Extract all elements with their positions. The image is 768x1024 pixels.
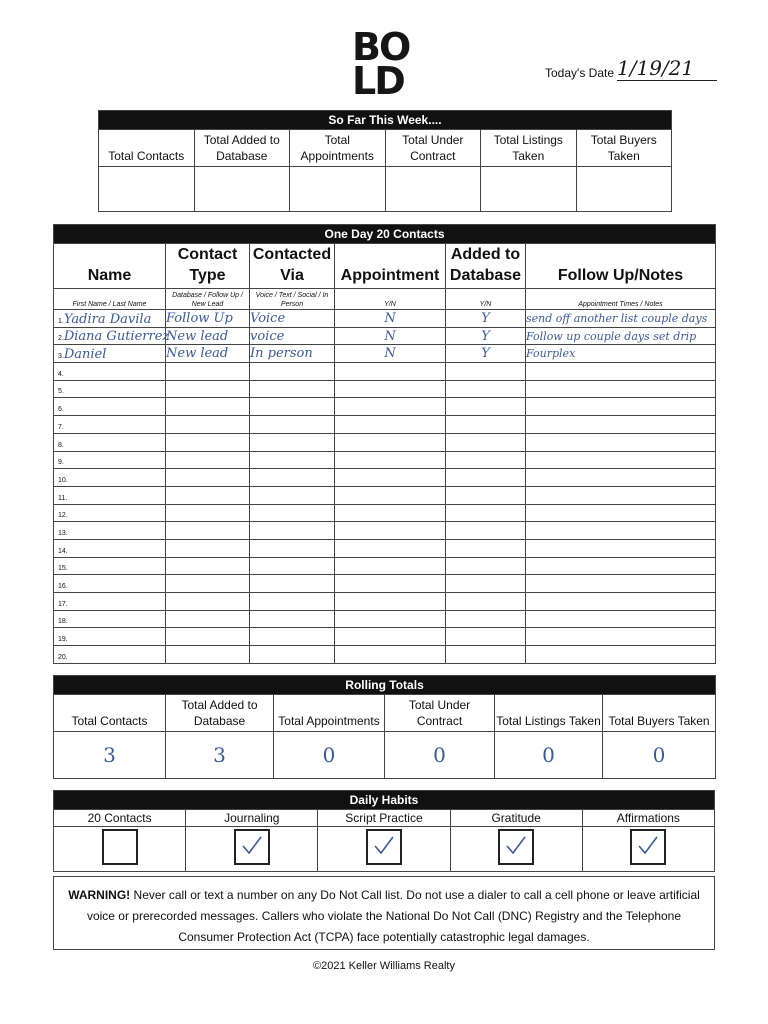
contacted-via-cell[interactable] [250, 433, 335, 451]
rolling-value-cell[interactable] [495, 732, 603, 779]
rolling-title: Rolling Totals [54, 676, 716, 695]
rolling-value: 0 [433, 743, 446, 767]
weekly-header: Total Added to Database [194, 130, 290, 167]
habit-label: Script Practice [318, 810, 450, 827]
table-row [54, 469, 716, 487]
added-to-database-cell[interactable] [446, 646, 526, 664]
name-cell[interactable] [54, 593, 166, 611]
rolling-value-cell[interactable] [603, 732, 716, 779]
contacted-via-cell[interactable] [250, 557, 335, 575]
weekly-title: So Far This Week.... [99, 111, 672, 130]
table-row [54, 628, 716, 646]
checkmark-icon [241, 833, 263, 857]
row-number: 8. [58, 441, 64, 449]
row-number: 6. [58, 406, 64, 414]
table-row [54, 557, 716, 575]
appointment-cell[interactable] [335, 310, 446, 328]
appointment-cell[interactable] [335, 610, 446, 628]
rolling-value: 0 [322, 743, 336, 767]
contacts-header: Name [54, 244, 166, 289]
table-row [54, 398, 716, 416]
weekly-value-cell[interactable] [576, 167, 672, 212]
table-row [54, 363, 716, 381]
added-to-database-cell[interactable] [446, 504, 526, 522]
added-to-database-cell[interactable] [446, 416, 526, 434]
rolling-header: Total Listings Taken [495, 695, 603, 732]
habit-label: Gratitude [450, 810, 582, 827]
contacts-header: Contact Type [166, 244, 250, 289]
appointment-value: N [384, 328, 396, 344]
table-row [54, 451, 716, 469]
notes-cell[interactable] [526, 575, 716, 593]
rolling-header: Total Added to Database [166, 695, 274, 732]
notes-cell[interactable] [526, 380, 716, 398]
added-to-database-cell[interactable] [446, 398, 526, 416]
contacted-via-cell[interactable] [250, 486, 335, 504]
appointment-cell[interactable] [335, 416, 446, 434]
weekly-totals-table [98, 110, 672, 212]
rolling-header: Total Under Contract [385, 695, 495, 732]
appointment-cell[interactable] [335, 433, 446, 451]
name-cell[interactable] [54, 486, 166, 504]
rolling-totals-table [53, 675, 716, 779]
contact-type-cell[interactable] [166, 398, 250, 416]
table-row [54, 646, 716, 664]
row-number: 11. [58, 494, 68, 502]
checkmark-icon [637, 833, 659, 857]
appointment-cell[interactable] [335, 380, 446, 398]
appointment-cell[interactable] [335, 593, 446, 611]
row-number: 15. [58, 565, 68, 573]
contacted-via-cell[interactable] [250, 327, 335, 345]
appointment-cell[interactable] [335, 628, 446, 646]
row-number: 14. [58, 547, 68, 555]
table-row [54, 327, 716, 345]
appointment-value: N [384, 310, 396, 326]
date-area [545, 56, 720, 82]
rolling-header: Total Contacts [54, 695, 166, 732]
contacts-subheader: Y/N [335, 289, 446, 310]
notes-cell[interactable] [526, 646, 716, 664]
contacted-via-value: In person [250, 346, 313, 362]
contacts-header: Appointment [335, 244, 446, 289]
contacted-via-cell[interactable] [250, 451, 335, 469]
added-to-database-cell[interactable] [446, 593, 526, 611]
habit-cell [318, 827, 450, 872]
weekly-header: Total Under Contract [385, 130, 481, 167]
contacts-header: Added to Database [446, 244, 526, 289]
contacted-via-cell[interactable] [250, 310, 335, 328]
weekly-header: Total Listings Taken [481, 130, 577, 167]
weekly-value-cell[interactable] [194, 167, 290, 212]
contact-type-cell[interactable] [166, 327, 250, 345]
row-number: 2. [58, 335, 64, 343]
contact-type-cell[interactable] [166, 416, 250, 434]
name-cell[interactable] [54, 451, 166, 469]
logo-line-1: BO [352, 25, 410, 69]
contacts-subheader: Voice / Text / Social / In Person [250, 289, 335, 310]
logo-line-2: LD [352, 59, 404, 103]
name-cell[interactable] [54, 363, 166, 381]
contact-type-cell[interactable] [166, 486, 250, 504]
name-cell[interactable] [54, 380, 166, 398]
row-number: 5. [58, 388, 64, 396]
notes-value: Follow up couple days set drip [526, 329, 697, 343]
row-number: 19. [58, 636, 68, 644]
table-row [54, 539, 716, 557]
weekly-value-cell[interactable] [481, 167, 577, 212]
appointment-value: N [384, 346, 396, 362]
row-number: 7. [58, 423, 64, 431]
weekly-header: Total Contacts [99, 130, 195, 167]
contacted-via-cell[interactable] [250, 522, 335, 540]
habit-cell [186, 827, 318, 872]
name-cell[interactable] [54, 345, 166, 363]
notes-cell[interactable] [526, 486, 716, 504]
notes-cell[interactable] [526, 345, 716, 363]
name-cell[interactable] [54, 327, 170, 345]
notes-cell[interactable] [526, 522, 716, 540]
name-cell[interactable] [54, 469, 166, 487]
contacted-via-cell[interactable] [250, 345, 335, 363]
added-to-database-cell[interactable] [446, 433, 526, 451]
name-cell[interactable] [54, 610, 166, 628]
contacted-via-cell[interactable] [250, 380, 335, 398]
added-to-database-cell[interactable] [446, 610, 526, 628]
contacted-via-cell[interactable] [250, 575, 335, 593]
table-row [54, 522, 716, 540]
notes-value: Fourplex [526, 347, 576, 361]
weekly-value-cell[interactable] [385, 167, 481, 212]
contacted-via-cell[interactable] [250, 469, 335, 487]
row-number: 18. [58, 618, 68, 626]
contact-type-cell[interactable] [166, 451, 250, 469]
contacted-via-cell[interactable] [250, 610, 335, 628]
notes-cell[interactable] [526, 610, 716, 628]
appointment-cell[interactable] [335, 398, 446, 416]
rolling-header: Total Buyers Taken [603, 695, 716, 732]
contact-type-value: New lead [166, 328, 229, 344]
appointment-cell[interactable] [335, 522, 446, 540]
contact-type-cell[interactable] [166, 646, 250, 664]
table-row [54, 310, 716, 328]
row-number: 3. [58, 353, 64, 361]
habit-label: Affirmations [582, 810, 714, 827]
notes-cell[interactable] [526, 451, 716, 469]
rolling-value-cell[interactable] [54, 732, 166, 779]
contacts-header: Contacted Via [250, 244, 335, 289]
habit-checkbox[interactable] [102, 829, 138, 865]
warning-text: Never call or text a number on any Do Not Call list. Do not use a dialer to call a cell phone or leave artificial voice or prerecorded messages. Callers who violate the National Do Not Call (DNC) Registry and the Telephone Consumer Protection Act (TCPA) face potentially catastrophic legal damages. [86, 888, 700, 944]
contact-type-cell[interactable] [166, 610, 250, 628]
contact-type-cell[interactable] [166, 504, 250, 522]
habit-checkbox[interactable] [630, 829, 666, 865]
contacted-via-cell[interactable] [250, 398, 335, 416]
contacted-via-cell[interactable] [250, 646, 335, 664]
contacts-table [53, 224, 716, 664]
name-cell[interactable] [54, 433, 166, 451]
notes-cell[interactable] [526, 539, 716, 557]
row-number: 12. [58, 512, 68, 520]
habit-label: 20 Contacts [54, 810, 186, 827]
table-row [54, 575, 716, 593]
name-cell[interactable] [54, 575, 166, 593]
contacts-subheader: Appointment Times / Notes [526, 289, 716, 310]
added-to-database-cell[interactable] [446, 469, 526, 487]
table-row [54, 345, 716, 363]
contact-type-cell[interactable] [166, 522, 250, 540]
appointment-cell[interactable] [335, 504, 446, 522]
contacts-subheader: Database / Follow Up / New Lead [166, 289, 250, 310]
row-number: 13. [58, 529, 68, 537]
appointment-cell[interactable] [335, 486, 446, 504]
dnc-warning [53, 876, 715, 950]
appointment-cell[interactable] [335, 646, 446, 664]
row-number: 17. [58, 600, 68, 608]
name-cell[interactable] [54, 646, 166, 664]
rolling-value: 3 [103, 743, 116, 767]
contact-type-cell[interactable] [166, 433, 250, 451]
habit-checkbox[interactable] [234, 829, 270, 865]
notes-cell[interactable] [526, 363, 716, 381]
appointment-cell[interactable] [335, 539, 446, 557]
contact-type-cell[interactable] [166, 557, 250, 575]
weekly-header: Total Appointments [290, 130, 386, 167]
contacted-via-cell[interactable] [250, 539, 335, 557]
notes-cell[interactable] [526, 310, 716, 328]
contacted-via-cell[interactable] [250, 628, 335, 646]
added-to-database-cell[interactable] [446, 575, 526, 593]
notes-cell[interactable] [526, 433, 716, 451]
weekly-value-cell[interactable] [99, 167, 195, 212]
name-cell[interactable] [54, 504, 166, 522]
name-cell[interactable] [54, 628, 166, 646]
rolling-value-cell[interactable] [274, 732, 385, 779]
added-to-database-cell[interactable] [446, 345, 526, 363]
appointment-cell[interactable] [335, 575, 446, 593]
appointment-cell[interactable] [335, 363, 446, 381]
added-to-database-cell[interactable] [446, 310, 526, 328]
row-number: 9. [58, 459, 64, 467]
contacted-via-cell[interactable] [250, 504, 335, 522]
added-to-database-cell[interactable] [446, 628, 526, 646]
contact-type-cell[interactable] [166, 575, 250, 593]
contacted-via-value: voice [250, 328, 285, 344]
appointment-cell[interactable] [335, 557, 446, 575]
table-row [54, 380, 716, 398]
daily-habits-table [53, 790, 715, 872]
added-to-database-cell[interactable] [446, 486, 526, 504]
rolling-header: Total Appointments [274, 695, 385, 732]
rolling-value: 0 [652, 743, 666, 767]
habit-checkbox[interactable] [498, 829, 534, 865]
added-to-database-value: Y [481, 310, 490, 326]
contacts-subheader: First Name / Last Name [54, 289, 166, 310]
name-value: Yadira Davila [63, 311, 152, 327]
bold-logo [352, 25, 422, 103]
notes-cell[interactable] [526, 327, 716, 345]
warning-label: WARNING! [68, 888, 131, 902]
contact-type-cell[interactable] [166, 628, 250, 646]
contact-type-cell[interactable] [166, 345, 250, 363]
notes-cell[interactable] [526, 628, 716, 646]
notes-cell[interactable] [526, 557, 716, 575]
weekly-value-cell[interactable] [290, 167, 386, 212]
contact-type-cell[interactable] [166, 310, 250, 328]
weekly-header: Total Buyers Taken [576, 130, 672, 167]
habit-label: Journaling [186, 810, 318, 827]
appointment-cell[interactable] [335, 327, 446, 345]
habit-cell [450, 827, 582, 872]
added-to-database-cell[interactable] [446, 380, 526, 398]
contacted-via-cell[interactable] [250, 593, 335, 611]
contacts-subheader: Y/N [446, 289, 526, 310]
notes-cell[interactable] [526, 504, 716, 522]
contact-type-value: Follow Up [166, 310, 233, 326]
added-to-database-value: Y [481, 328, 490, 344]
notes-cell[interactable] [526, 398, 716, 416]
rolling-value: 3 [213, 743, 226, 767]
added-to-database-cell[interactable] [446, 522, 526, 540]
notes-cell[interactable] [526, 416, 716, 434]
name-cell[interactable] [54, 398, 166, 416]
rolling-value-cell[interactable] [385, 732, 495, 779]
notes-cell[interactable] [526, 593, 716, 611]
contacted-via-cell[interactable] [250, 416, 335, 434]
appointment-cell[interactable] [335, 469, 446, 487]
name-value: Daniel [63, 347, 107, 363]
added-to-database-cell[interactable] [446, 327, 526, 345]
table-row [54, 593, 716, 611]
added-to-database-cell[interactable] [446, 557, 526, 575]
notes-cell[interactable] [526, 469, 716, 487]
table-row [54, 610, 716, 628]
row-number: 20. [58, 653, 68, 661]
contact-type-cell[interactable] [166, 539, 250, 557]
added-to-database-cell[interactable] [446, 539, 526, 557]
name-cell[interactable] [54, 522, 166, 540]
row-number: 16. [58, 583, 68, 590]
added-to-database-cell[interactable] [446, 451, 526, 469]
contact-type-cell[interactable] [166, 469, 250, 487]
habit-cell [54, 827, 186, 872]
rolling-value: 0 [542, 743, 555, 767]
habit-cell [582, 827, 714, 872]
row-number: 4. [58, 370, 64, 378]
added-to-database-cell[interactable] [446, 363, 526, 381]
table-row [54, 416, 716, 434]
date-label: Today's Date [545, 66, 614, 80]
contacted-via-cell[interactable] [250, 363, 335, 381]
appointment-cell[interactable] [335, 345, 446, 363]
habits-title: Daily Habits [54, 791, 715, 810]
contact-type-value: New lead [166, 346, 229, 362]
table-row [54, 433, 716, 451]
contacts-header: Follow Up/Notes [526, 244, 716, 289]
row-number: 1. [58, 317, 64, 325]
name-cell[interactable] [54, 310, 166, 328]
rolling-value-cell[interactable] [166, 732, 274, 779]
contacted-via-value: Voice [250, 310, 286, 326]
notes-value: send off another list couple days [526, 311, 708, 325]
name-cell[interactable] [54, 557, 166, 575]
table-row [54, 504, 716, 522]
row-number: 10. [58, 476, 68, 484]
contact-type-cell[interactable] [166, 380, 250, 398]
name-value: Diana Gutierrez [63, 329, 170, 345]
name-cell[interactable] [54, 416, 166, 434]
checkmark-icon [373, 833, 395, 857]
name-cell[interactable] [54, 539, 166, 557]
copyright: ©2021 Keller Williams Realty [313, 960, 455, 972]
added-to-database-value: Y [481, 346, 490, 362]
table-row [54, 486, 716, 504]
contact-type-cell[interactable] [166, 593, 250, 611]
habit-checkbox[interactable] [366, 829, 402, 865]
checkmark-icon [505, 833, 527, 857]
appointment-cell[interactable] [335, 451, 446, 469]
contact-type-cell[interactable] [166, 363, 250, 381]
date-field[interactable]: 1/19/21 [617, 56, 717, 81]
contacts-title: One Day 20 Contacts [54, 225, 716, 244]
